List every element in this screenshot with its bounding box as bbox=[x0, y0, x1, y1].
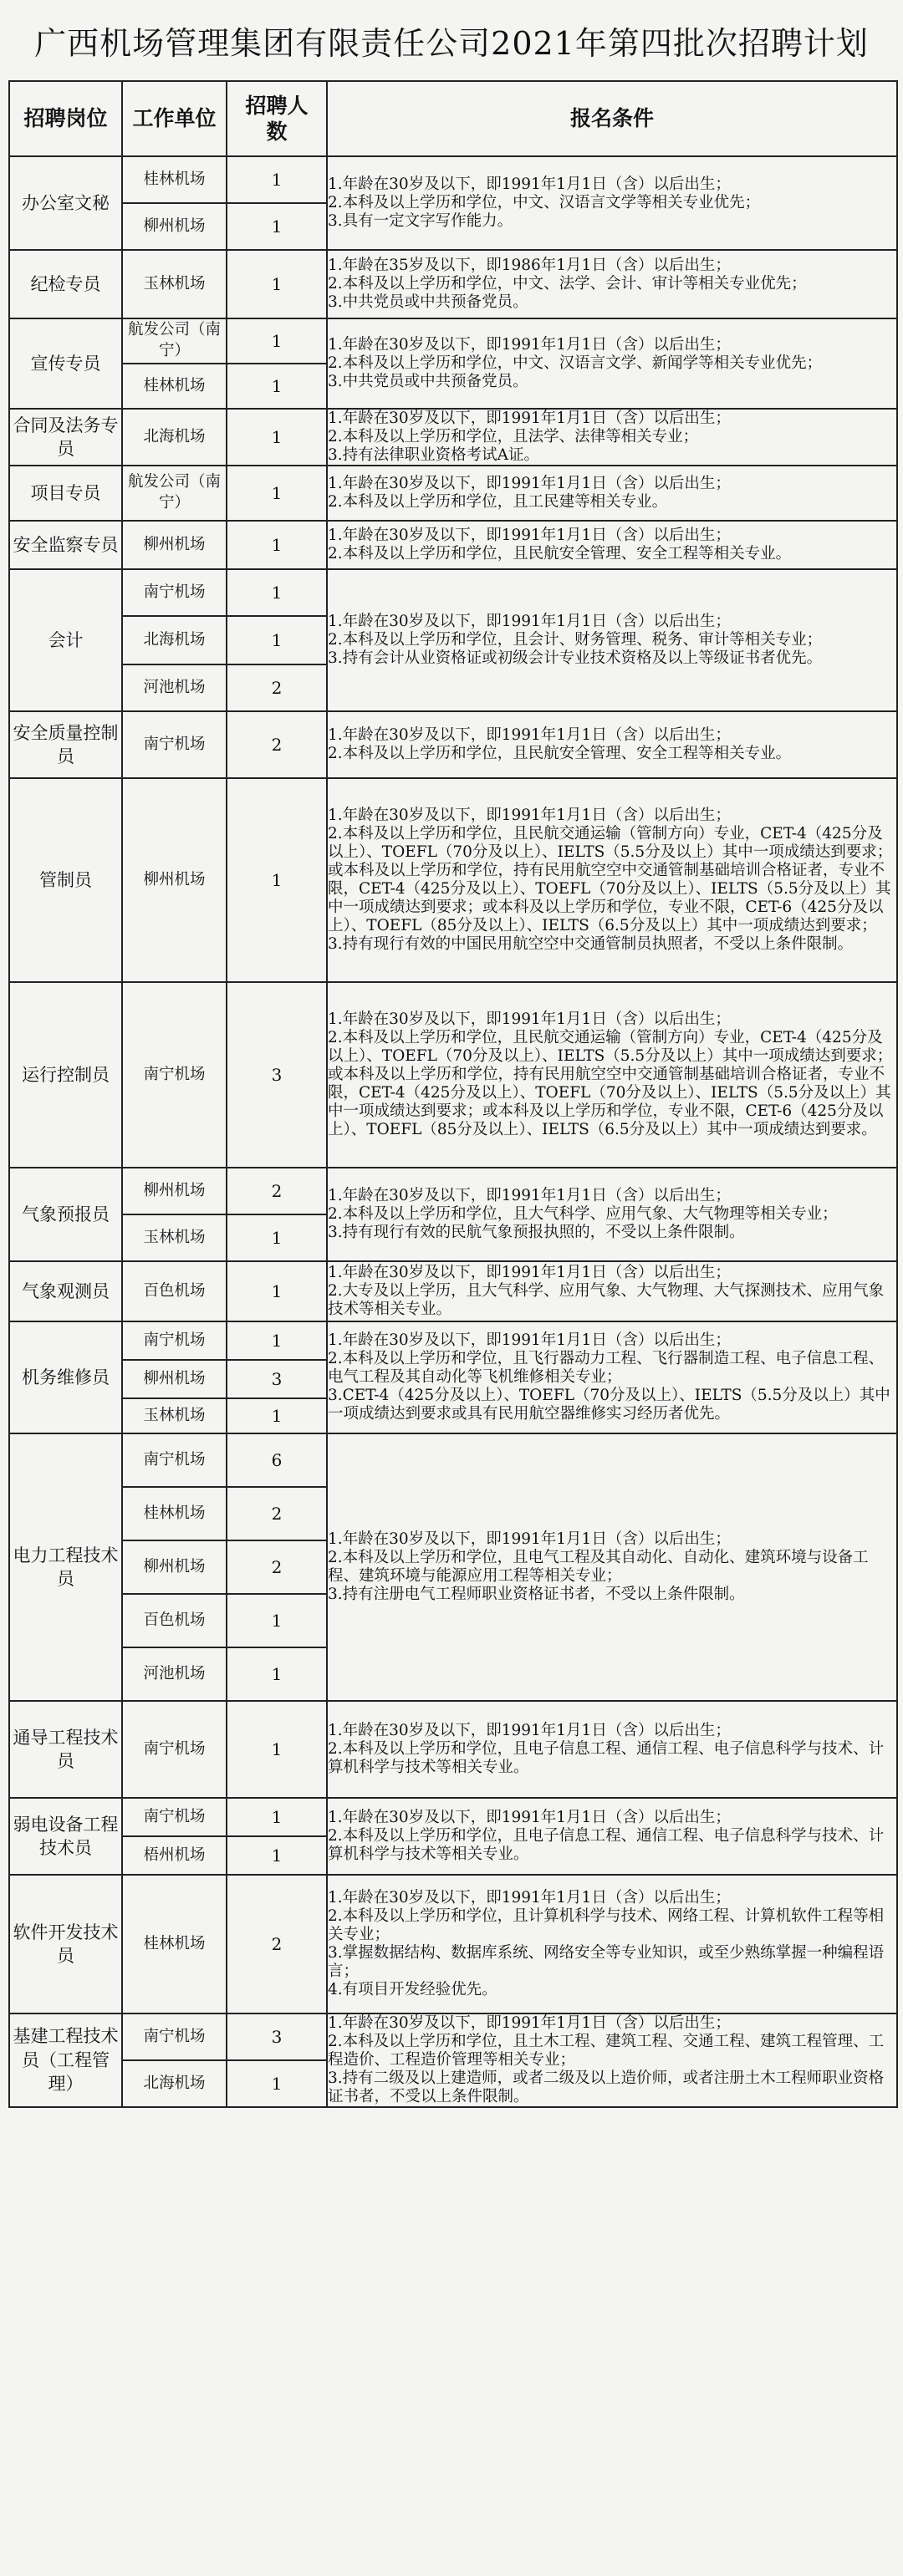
position-cell: 气象观测员 bbox=[9, 1261, 122, 1321]
requirements-cell bbox=[327, 1321, 897, 1433]
requirement-item: 2.本科及以上学历和学位，中文、汉语言文学、新闻学等相关专业优先； bbox=[328, 354, 823, 372]
requirement-item: 2.本科及以上学历和学位，且法学、法律等相关专业； bbox=[328, 428, 699, 445]
count-cell: 1 bbox=[227, 569, 327, 616]
unit-cell: 航发公司（南宁） bbox=[122, 318, 227, 364]
header-position: 招聘岗位 bbox=[9, 81, 122, 156]
count-cell: 2 bbox=[227, 1540, 327, 1594]
count-cell: 3 bbox=[227, 982, 327, 1168]
count-cell: 1 bbox=[227, 203, 327, 250]
unit-cell: 北海机场 bbox=[122, 2060, 227, 2107]
count-cell: 1 bbox=[227, 521, 327, 569]
requirement-item: 3.中共党员或中共预备党员。 bbox=[328, 373, 528, 390]
requirement-item: 2.本科及以上学历和学位，且飞行器动力工程、飞行器制造工程、电子信息工程、电气工程及其自动化等飞机维修相关专业； bbox=[328, 1350, 885, 1386]
count-cell: 1 bbox=[227, 250, 327, 318]
count-cell: 1 bbox=[227, 1261, 327, 1321]
unit-cell: 北海机场 bbox=[122, 409, 227, 466]
requirement-item: 1.年龄在30岁及以下，即1991年1月1日（含）以后出生； bbox=[328, 2014, 731, 2032]
requirement-item: 4.有项目开发经验优先。 bbox=[328, 1981, 497, 1998]
unit-cell: 南宁机场 bbox=[122, 1701, 227, 1798]
count-cell: 1 bbox=[227, 778, 327, 982]
table-row bbox=[9, 1433, 897, 1487]
unit-cell: 梧州机场 bbox=[122, 1836, 227, 1875]
requirement-item: 1.年龄在30岁及以下，即1991年1月1日（含）以后出生； bbox=[328, 1187, 731, 1204]
requirement-item: 1.年龄在30岁及以下，即1991年1月1日（含）以后出生； bbox=[328, 1011, 731, 1028]
requirement-item: 1.年龄在30岁及以下，即1991年1月1日（含）以后出生； bbox=[328, 1809, 731, 1826]
header-requirements: 报名条件 bbox=[327, 81, 897, 156]
requirements-cell bbox=[327, 2013, 897, 2107]
requirement-item: 2.本科及以上学历和学位，且工民建等相关专业。 bbox=[328, 493, 668, 511]
requirement-item: 1.年龄在30岁及以下，即1991年1月1日（含）以后出生； bbox=[328, 1889, 731, 1907]
count-cell: 2 bbox=[227, 664, 327, 711]
requirements-cell bbox=[327, 1261, 897, 1321]
requirement-item: 2.大专及以上学历，且大气科学、应用气象、大气物理、大气探测技术、应用气象技术等相关专业。 bbox=[328, 1282, 885, 1318]
requirement-item: 2.本科及以上学历和学位，且计算机科学与技术、网络工程、计算机软件工程等相关专业； bbox=[328, 1907, 885, 1943]
unit-cell: 百色机场 bbox=[122, 1594, 227, 1647]
requirements-cell bbox=[327, 1433, 897, 1701]
count-cell: 1 bbox=[227, 2060, 327, 2107]
requirement-item: 3.CET-4（425分及以上）、TOEFL（70分及以上）、IELTS（5.5分及以上）其中一项成绩达到要求或具有民用航空器维修实习经历者优先。 bbox=[328, 1387, 890, 1423]
count-cell: 1 bbox=[227, 1798, 327, 1836]
unit-cell: 柳州机场 bbox=[122, 1540, 227, 1594]
header-count: 招聘人数 bbox=[227, 81, 327, 156]
unit-cell: 桂林机场 bbox=[122, 1487, 227, 1540]
position-cell: 电力工程技术员 bbox=[9, 1433, 122, 1701]
count-cell: 2 bbox=[227, 1875, 327, 2013]
position-cell: 软件开发技术员 bbox=[9, 1875, 122, 2013]
requirements-cell bbox=[327, 466, 897, 521]
requirements-cell bbox=[327, 711, 897, 778]
requirement-item: 2.本科及以上学历和学位，且电气工程及其自动化、自动化、建筑环境与设备工程、建筑环境与能源应用工程等相关专业； bbox=[328, 1549, 869, 1585]
table-row bbox=[9, 318, 897, 364]
unit-cell: 柳州机场 bbox=[122, 203, 227, 250]
requirement-item: 1.年龄在30岁及以下，即1991年1月1日（含）以后出生； bbox=[328, 807, 731, 824]
position-cell: 安全监察专员 bbox=[9, 521, 122, 569]
position-cell: 通导工程技术员 bbox=[9, 1701, 122, 1798]
table-row bbox=[9, 1321, 897, 1360]
requirement-item: 2.本科及以上学历和学位，且民航交通运输（管制方向）专业，CET-4（425分及以上）、TOEFL（70分及以上）、IELTS（5.5分及以上）其中一项成绩达到要求；或本科及以上学历和学位，持有民用航空空中交通管制基础培训合格证者，专业不限，CET-4（425分及以上）、TOEFL（70分及以上）、IELTS（5.5分及以上）其中一项成绩达到要求；或本科及以上学历和学位，专业不限，CET-6（425分及以上）、TOEFL（85分及以上）、IELTS（6.5分及以上）其中一项成绩达到要求。 bbox=[328, 1029, 893, 1138]
unit-cell: 百色机场 bbox=[122, 1261, 227, 1321]
requirement-item: 3.持有二级及以上建造师，或者二级及以上造价师，或者注册土木工程师职业资格证书者，不受以上条件限制。 bbox=[328, 2069, 885, 2105]
requirement-item: 2.本科及以上学历和学位，且会计、财务管理、税务、审计等相关专业； bbox=[328, 631, 823, 649]
requirement-item: 2.本科及以上学历和学位，且民航交通运输（管制方向）专业，CET-4（425分及以上）、TOEFL（70分及以上）、IELTS（5.5分及以上）其中一项成绩达到要求；或本科及以上学历和学位，持有民用航空空中交通管制基础培训合格证者，专业不限，CET-4（425分及以上）、TOEFL（70分及以上）、IELTS（5.5分及以上）其中一项成绩达到要求；或本科及以上学历和学位，专业不限，CET-6（425分及以上）、TOEFL（85分及以上）、IELTS（6.5分及以上）其中一项成绩达到要求； bbox=[328, 825, 893, 934]
requirement-item: 1.年龄在30岁及以下，即1991年1月1日（含）以后出生； bbox=[328, 726, 731, 744]
unit-cell: 南宁机场 bbox=[122, 982, 227, 1168]
count-cell: 1 bbox=[227, 364, 327, 409]
count-cell: 3 bbox=[227, 1360, 327, 1398]
requirements-cell bbox=[327, 778, 897, 982]
requirement-item: 2.本科及以上学历和学位，且民航安全管理、安全工程等相关专业。 bbox=[328, 745, 792, 762]
table-row bbox=[9, 1798, 897, 1836]
recruitment-table bbox=[8, 80, 898, 2108]
unit-cell: 南宁机场 bbox=[122, 2013, 227, 2060]
table-row bbox=[9, 250, 897, 318]
position-cell: 合同及法务专员 bbox=[9, 409, 122, 466]
table-row bbox=[9, 466, 897, 521]
count-cell: 2 bbox=[227, 1487, 327, 1540]
requirement-item: 1.年龄在30岁及以下，即1991年1月1日（含）以后出生； bbox=[328, 475, 731, 492]
table-row bbox=[9, 156, 897, 203]
position-cell: 弱电设备工程技术员 bbox=[9, 1798, 122, 1875]
requirement-item: 3.持有会计从业资格证或初级会计专业技术资格及以上等级证书者优先。 bbox=[328, 649, 823, 667]
requirement-item: 3.中共党员或中共预备党员。 bbox=[328, 293, 528, 311]
unit-cell: 玉林机场 bbox=[122, 1398, 227, 1433]
count-cell: 1 bbox=[227, 409, 327, 466]
table-row bbox=[9, 778, 897, 982]
position-cell: 基建工程技术员（工程管理） bbox=[9, 2013, 122, 2107]
unit-cell: 河池机场 bbox=[122, 664, 227, 711]
requirements-cell bbox=[327, 1168, 897, 1261]
requirement-item: 2.本科及以上学历和学位，且大气科学、应用气象、大气物理等相关专业； bbox=[328, 1205, 838, 1223]
position-cell: 会计 bbox=[9, 569, 122, 711]
position-cell: 机务维修员 bbox=[9, 1321, 122, 1433]
position-cell: 办公室文秘 bbox=[9, 156, 122, 250]
table-row bbox=[9, 409, 897, 466]
count-cell: 1 bbox=[227, 1214, 327, 1261]
requirements-cell bbox=[327, 569, 897, 711]
requirements-cell bbox=[327, 318, 897, 409]
table-row bbox=[9, 569, 897, 616]
unit-cell: 南宁机场 bbox=[122, 1433, 227, 1487]
unit-cell: 柳州机场 bbox=[122, 1168, 227, 1214]
count-cell: 1 bbox=[227, 1836, 327, 1875]
requirement-item: 1.年龄在30岁及以下，即1991年1月1日（含）以后出生； bbox=[328, 1722, 731, 1739]
position-cell: 宣传专员 bbox=[9, 318, 122, 409]
requirement-item: 1.年龄在30岁及以下，即1991年1月1日（含）以后出生； bbox=[328, 176, 731, 193]
requirement-item: 1.年龄在35岁及以下，即1986年1月1日（含）以后出生； bbox=[328, 257, 731, 274]
requirement-item: 1.年龄在30岁及以下，即1991年1月1日（含）以后出生； bbox=[328, 1530, 731, 1548]
unit-cell: 柳州机场 bbox=[122, 521, 227, 569]
requirements-cell bbox=[327, 250, 897, 318]
requirement-item: 3.具有一定文字写作能力。 bbox=[328, 212, 513, 230]
requirement-item: 3.持有法律职业资格考试A证。 bbox=[328, 446, 540, 464]
count-cell: 1 bbox=[227, 466, 327, 521]
requirement-item: 3.持有现行有效的民航气象预报执照的，不受以上条件限制。 bbox=[328, 1224, 745, 1241]
position-cell: 项目专员 bbox=[9, 466, 122, 521]
requirements-cell bbox=[327, 156, 897, 250]
position-cell: 气象预报员 bbox=[9, 1168, 122, 1261]
count-cell: 1 bbox=[227, 1647, 327, 1701]
position-cell: 管制员 bbox=[9, 778, 122, 982]
count-cell: 1 bbox=[227, 1594, 327, 1647]
count-cell: 1 bbox=[227, 1398, 327, 1433]
unit-cell: 南宁机场 bbox=[122, 569, 227, 616]
requirement-item: 1.年龄在30岁及以下，即1991年1月1日（含）以后出生； bbox=[328, 336, 731, 354]
requirement-item: 1.年龄在30岁及以下，即1991年1月1日（含）以后出生； bbox=[328, 1331, 731, 1349]
requirements-cell bbox=[327, 409, 897, 466]
requirement-item: 1.年龄在30岁及以下，即1991年1月1日（含）以后出生； bbox=[328, 1264, 731, 1281]
unit-cell: 南宁机场 bbox=[122, 1798, 227, 1836]
requirement-item: 1.年龄在30岁及以下，即1991年1月1日（含）以后出生； bbox=[328, 613, 731, 630]
count-cell: 1 bbox=[227, 1701, 327, 1798]
table-row bbox=[9, 1261, 897, 1321]
requirement-item: 2.本科及以上学历和学位，中文、法学、会计、审计等相关专业优先； bbox=[328, 275, 807, 293]
requirements-cell bbox=[327, 521, 897, 569]
requirement-item: 2.本科及以上学历和学位，且电子信息工程、通信工程、电子信息科学与技术、计算机科学与技术等相关专业。 bbox=[328, 1827, 885, 1863]
position-cell: 运行控制员 bbox=[9, 982, 122, 1168]
requirement-item: 3.持有注册电气工程师职业资格证书者，不受以上条件限制。 bbox=[328, 1586, 745, 1603]
unit-cell: 柳州机场 bbox=[122, 1360, 227, 1398]
count-cell: 6 bbox=[227, 1433, 327, 1487]
requirement-item: 3.持有现行有效的中国民用航空空中交通管制员执照者，不受以上条件限制。 bbox=[328, 935, 854, 953]
unit-cell: 河池机场 bbox=[122, 1647, 227, 1701]
requirement-item: 2.本科及以上学历和学位，且电子信息工程、通信工程、电子信息科学与技术、计算机科学与技术等相关专业。 bbox=[328, 1740, 885, 1776]
requirement-item: 1.年龄在30岁及以下，即1991年1月1日（含）以后出生； bbox=[328, 410, 731, 427]
requirement-item: 3.掌握数据结构、数据库系统、网络安全等专业知识，或至少熟练掌握一种编程语言； bbox=[328, 1944, 885, 1980]
requirement-item: 2.本科及以上学历和学位，中文、汉语言文学等相关专业优先； bbox=[328, 194, 761, 211]
unit-cell: 桂林机场 bbox=[122, 1875, 227, 2013]
unit-cell: 玉林机场 bbox=[122, 250, 227, 318]
unit-cell: 玉林机场 bbox=[122, 1214, 227, 1261]
unit-cell: 南宁机场 bbox=[122, 711, 227, 778]
unit-cell: 桂林机场 bbox=[122, 156, 227, 203]
header-unit: 工作单位 bbox=[122, 81, 227, 156]
table-row bbox=[9, 2013, 897, 2060]
table-row bbox=[9, 521, 897, 569]
count-cell: 1 bbox=[227, 616, 327, 664]
count-cell: 2 bbox=[227, 1168, 327, 1214]
requirements-cell bbox=[327, 1701, 897, 1798]
unit-cell: 桂林机场 bbox=[122, 364, 227, 409]
unit-cell: 航发公司（南宁） bbox=[122, 466, 227, 521]
table-row bbox=[9, 982, 897, 1168]
count-cell: 3 bbox=[227, 2013, 327, 2060]
count-cell: 1 bbox=[227, 156, 327, 203]
count-cell: 1 bbox=[227, 318, 327, 364]
position-cell: 安全质量控制员 bbox=[9, 711, 122, 778]
page-title: 广西机场管理集团有限责任公司2021年第四批次招聘计划 bbox=[34, 24, 869, 62]
table-row bbox=[9, 711, 897, 778]
requirements-cell bbox=[327, 982, 897, 1168]
table-header-row bbox=[9, 81, 897, 156]
requirements-cell bbox=[327, 1798, 897, 1875]
table-row bbox=[9, 1701, 897, 1798]
unit-cell: 柳州机场 bbox=[122, 778, 227, 982]
table-row bbox=[9, 1168, 897, 1214]
requirement-item: 1.年龄在30岁及以下，即1991年1月1日（含）以后出生； bbox=[328, 527, 731, 544]
requirements-cell bbox=[327, 1875, 897, 2013]
count-cell: 1 bbox=[227, 1321, 327, 1360]
table-row bbox=[9, 1875, 897, 2013]
count-cell: 2 bbox=[227, 711, 327, 778]
requirement-item: 2.本科及以上学历和学位，且民航安全管理、安全工程等相关专业。 bbox=[328, 545, 792, 563]
position-cell: 纪检专员 bbox=[9, 250, 122, 318]
unit-cell: 南宁机场 bbox=[122, 1321, 227, 1360]
requirement-item: 2.本科及以上学历和学位，且土木工程、建筑工程、交通工程、建筑工程管理、工程造价、工程造价管理等相关专业； bbox=[328, 2033, 885, 2069]
unit-cell: 北海机场 bbox=[122, 616, 227, 664]
